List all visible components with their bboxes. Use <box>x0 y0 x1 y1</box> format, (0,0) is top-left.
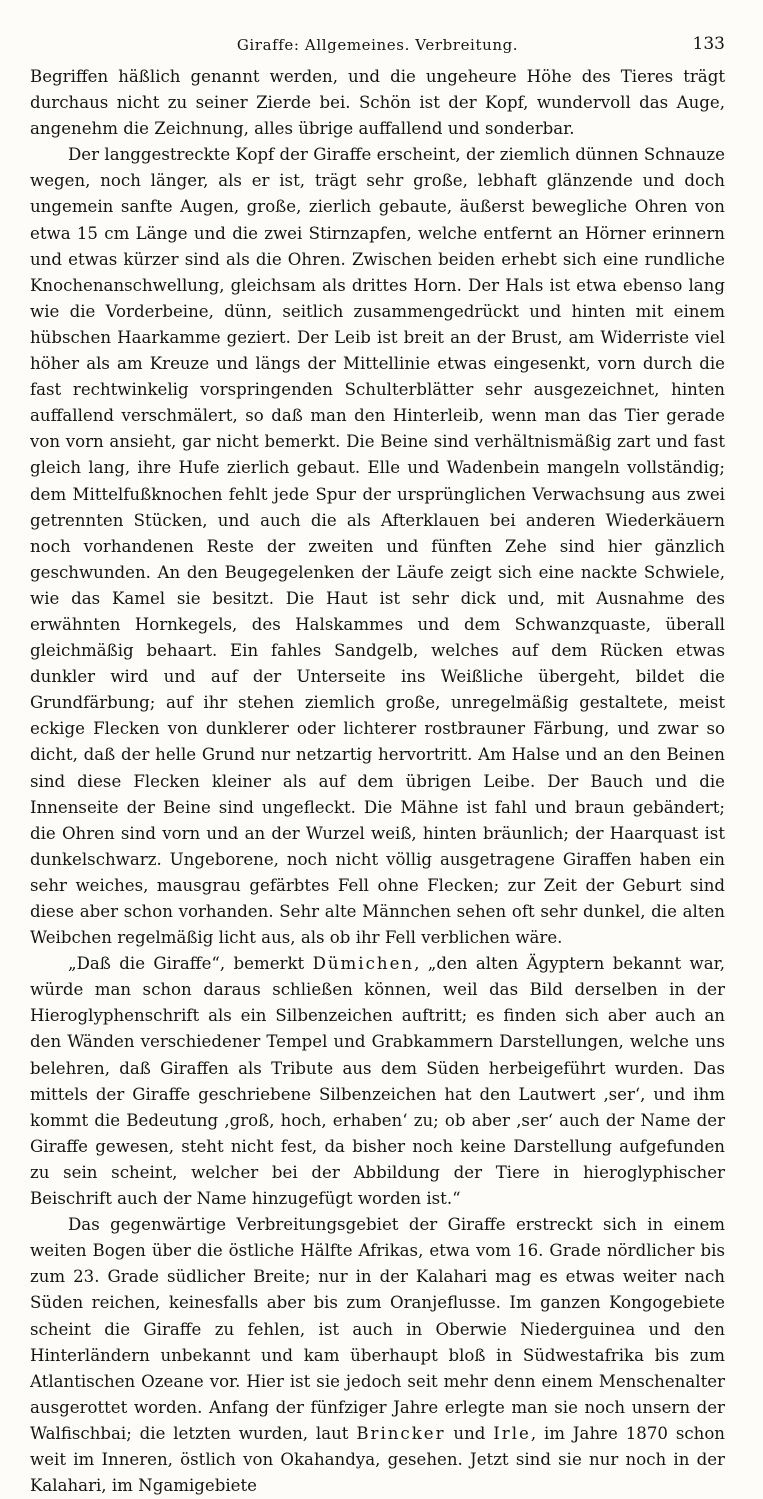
paragraph-distribution <box>30 1212 725 1499</box>
paragraph-quote <box>30 951 725 1212</box>
quote-open: „Daß die Giraffe“, bemerkt <box>68 954 313 974</box>
author-brincker: Brincker <box>356 1423 446 1443</box>
paragraph-continued: Begriffen häßlich genannt werden, und die ungeheure Höhe des Tieres trägt durchaus nicht zu seiner Zierde bei. Schön ist der Kopf, wundervoll das Auge, angenehm die Zeichnung, alles übrige auffallend und sonderbar. <box>30 67 725 139</box>
paragraph-description: Der langgestreckte Kopf der Giraffe erscheint, der ziemlich dünnen Schnauze wegen, noch länger, als er ist, trägt sehr große, lebhaft glänzende und doch ungemein sanfte Augen, große, zierlich gebaute, äußerst bewegliche Ohren von etwa 15 cm Länge und die zwei Stirnzapfen, welche entfernt an Hörner erinnern und etwas kürzer sind als die Ohren. Zwischen beiden erhebt sich eine rundliche Knochenanschwellung, gleichsam als drittes Horn. Der Hals ist etwa ebenso lang wie die Vorderbeine, dünn, seitlich zusammengedrückt und hinten mit einem hübschen Haarkamme geziert. Der Leib ist breit an der Brust, am Widerriste viel höher als am Kreuze und längs der Mittellinie etwas eingesenkt, vorn durch die fast rechtwinkelig vorspringenden Schulterblätter sehr ausgezeichnet, hinten auffallend verschmälert, so daß man den Hinterleib, wenn man das Tier gerade von vorn ansieht, gar nicht bemerkt. Die Beine sind verhältnismäßig zart und fast gleich lang, ihre Hufe zierlich gebaut. Elle und Wadenbein mangeln vollständig; dem Mittelfußknochen fehlt jede Spur der ursprünglichen Verwachsung aus zwei getrennten Stücken, und auch die als Afterklauen bei anderen Wiederkäuern noch vorhandenen Reste der zweiten und fünften Zehe sind hier gänzlich geschwunden. An den Beugegelenken der Läufe zeigt sich eine nackte Schwiele, wie das Kamel sie besitzt. Die Haut ist sehr dick und, mit Ausnahme des erwähnten Hornkegels, des Halskammes und dem Schwanzquaste, überall gleichmäßig behaart. Ein fahles Sandgelb, welches auf dem Rücken etwas dunkler wird und auf der Unterseite ins Weißliche übergeht, bildet die Grundfärbung; auf ihr stehen ziemlich große, unregelmäßig gestaltete, meist eckige Flecken von dunklerer oder lichterer rostbrauner Färbung, und zwar so dicht, daß der helle Grund nur netzartig hervortritt. Am Halse und an den Beinen sind diese Flecken kleiner als auf dem übrigen Leibe. Der Bauch und die Innenseite der Beine sind ungefleckt. Die Mähne ist fahl und braun gebändert; die Ohren sind vorn und an der Wurzel weiß, hinten bräunlich; der Haarquast ist dunkelschwarz. Ungeborene, noch nicht völlig ausgetragene Giraffen haben ein sehr weiches, mausgrau gefärbtes Fell ohne Flecken; zur Zeit der Geburt sind diese aber schon vorhanden. Sehr alte Männchen sehen oft sehr dunkel, die alten Weibchen regelmäßig licht aus, als ob ihr Fell verblichen wäre. <box>30 145 725 948</box>
quote-author: Dümichen <box>312 954 415 974</box>
quote-rest: , „den alten Ägyptern bekannt war, würde man schon daraus schließen können, weil das Bild derselben in der Hieroglyphenschrift als ein Silbenzeichen auftritt; es finden sich aber auch an den Wänden verschiedener Tempel und Grabkammern Darstellungen, welche uns belehren, daß Giraffen als Tribute aus dem Süden herbeigeführt wurden. Das mittels der Giraffe geschriebene Silbenzeichen hat den Lautwert ‚ser‘, und ihm kommt die Bedeutung ‚groß, hoch, erhaben‘ zu; ob aber ‚ser‘ auch der Name der Giraffe gewesen, steht nicht fest, da bisher noch keine Darstellung aufgefunden zu sein scheint, welcher bei der Abbildung der Tiere in hieroglyphischer Beischrift auch der Name hinzugefügt worden ist.“ <box>30 954 725 1209</box>
distribution-part2: , im Jahre 1870 schon weit im Inneren, östlich von Okahandya, gesehen. Jetzt sind sie nur noch in der Kalahari, im Ngamigebiete <box>30 1423 725 1496</box>
distribution-mid: und <box>445 1423 494 1443</box>
running-title: Giraffe: Allgemeines. Verbreitung. <box>236 36 519 54</box>
distribution-part1: Das gegenwärtige Verbreitungsgebiet der Giraffe erstreckt sich in einem weiten Bogen über die östliche Hälfte Afrikas, etwa vom 16. Grade nördlicher bis zum 23. Grade südlicher Breite; nur in der Kalahari mag es etwas weiter nach Süden reichen, keinesfalls aber bis zum Oranjeflusse. Im ganzen Kongogebiete scheint die Giraffe zu fehlen, ist auch in Oberwie Niederguinea und den Hinterländern unbekannt und kam überhaupt bloß in Südwestafrika bis zum Atlantischen Ozeane vor. Hier ist sie jedoch seit mehr denn einem Menschenalter ausgerottet worden. Anfang der fünfziger Jahre erlegte man sie noch unsern der Walfischbai; die letzten wurden, laut <box>30 1215 725 1443</box>
body-text <box>30 64 725 1499</box>
page-header <box>30 30 725 64</box>
author-irle: Irle <box>493 1423 531 1443</box>
page-number: 133 <box>692 34 725 54</box>
